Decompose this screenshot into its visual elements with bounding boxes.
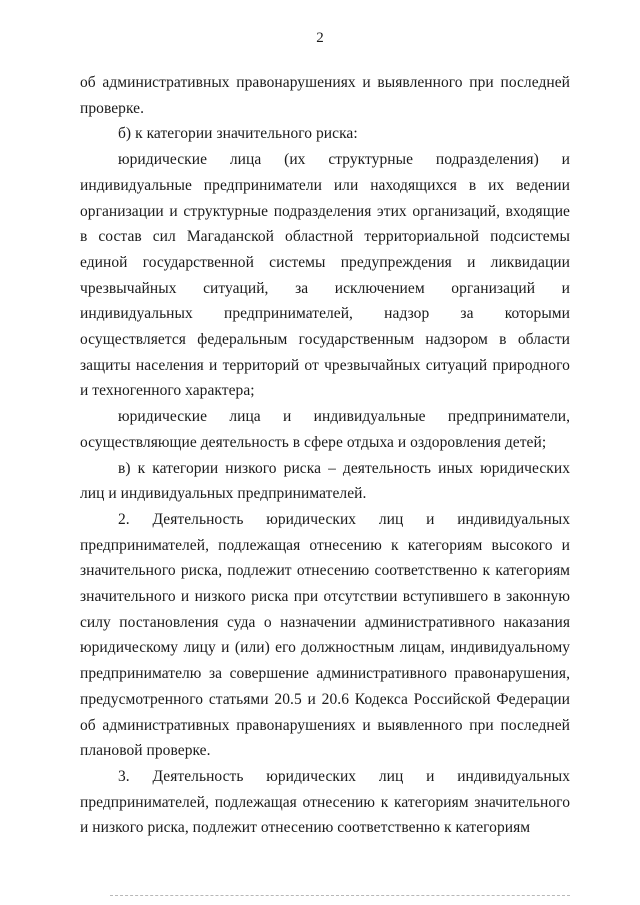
document-body [80, 70, 570, 841]
paragraph-item-3: 3. Деятельность юридических лиц и индивидуальных предпринимателей, подлежащая отнесению к категориям значительного и низкого риска, подлежит отнесению соответственно к категориям [80, 767, 570, 837]
page-number: 2 [316, 30, 324, 46]
paragraph-item-2: 2. Деятельность юридических лиц и индивидуальных предпринимателей, подлежащая отнесению к категориям высокого и значительного риска, подлежит отнесению соответственно к категориям значительного и низкого риска при отсутствии вступившего в законную силу постановления суда о назначении административного наказания юридическому лицу и (или) его должностным лицам, индивидуальному предпринимателю за совершение административного правонарушения, предусмотренного статьями 20.5 и 20.6 Кодекса Российской Федерации об административных правонарушениях и выявленного при последней плановой проверке. [80, 510, 570, 760]
paragraph-legal-entities-significant-risk: юридические лица (их структурные подразделения) и индивидуальные предприниматели или находящихся в их ведении организации и структурные подразделения этих организаций, входящие в состав сил Магаданской областной территориальной подсистемы единой государственной системы предупреждения и ликвидации чрезвычайных ситуаций, за исключением организаций и индивидуальных предпринимателей, надзор за которыми осуществляется федеральным государственным надзором в области защиты населения и территорий от чрезвычайных ситуаций природного и техногенного характера; [80, 151, 570, 400]
paragraph-continuation: об административных правонарушениях и выявленного при последней проверке. [80, 74, 570, 117]
paragraph-subitem-c: в) к категории низкого риска – деятельность иных юридических лиц и индивидуальных предпринимателей. [80, 459, 570, 503]
paragraph-children-recreation: юридические лица и индивидуальные предприниматели, осуществляющие деятельность в сфере отдыха и оздоровления детей; [80, 408, 570, 451]
scan-bottom-edge [110, 895, 570, 897]
paragraph-subitem-b: б) к категории значительного риска: [118, 125, 358, 143]
